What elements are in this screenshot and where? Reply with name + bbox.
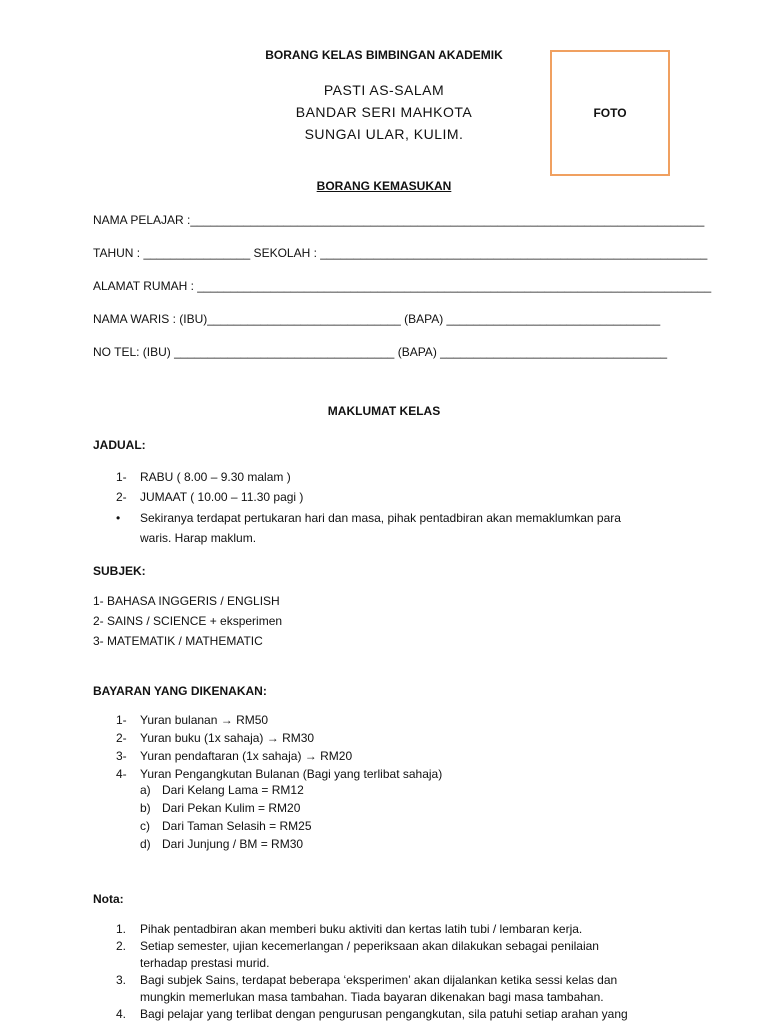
field-guardian-name[interactable]: NAMA WARIS : (IBU)_____________________________ (BAPA) ________________________________ [93, 312, 661, 326]
list-text: RABU ( 8.00 – 9.30 malam ) [140, 470, 291, 484]
field-student-name[interactable]: NAMA PELAJAR :_____________________________________________________________________________ [93, 213, 705, 227]
photo-label: FOTO [593, 106, 627, 120]
list-letter: b) [140, 801, 151, 815]
address-line-2: BANDAR SERI MAHKOTA [295, 104, 473, 120]
photo-box [550, 50, 670, 176]
list-number: 4- [116, 767, 127, 781]
field-year-school[interactable]: TAHUN : ________________ SEKOLAH : __________________________________________________________ [93, 246, 708, 260]
list-text: Yuran bulanan → RM50 [140, 713, 269, 727]
note-line: terhadap prestasi murid. [140, 956, 270, 970]
note-number: 3. [116, 973, 127, 987]
list-number: 3- [116, 749, 127, 763]
subject-item: 1- BAHASA INGGERIS / ENGLISH [93, 594, 280, 608]
subject-item: 2- SAINS / SCIENCE + eksperimen [93, 614, 283, 628]
note-number: 1. [116, 922, 127, 936]
form-heading: BORANG KEMASUKAN [316, 179, 452, 193]
fee-item [116, 749, 352, 763]
transport-item [140, 783, 304, 797]
address-line-3: SUNGAI ULAR, KULIM. [304, 126, 464, 142]
note-number: 4. [116, 1007, 127, 1021]
list-letter: d) [140, 837, 151, 851]
list-letter: a) [140, 783, 151, 797]
list-text: Dari Pekan Kulim = RM20 [162, 801, 301, 815]
list-text: Yuran Pengangkutan Bulanan (Bagi yang terlibat sahaja) [140, 767, 443, 781]
transport-item [140, 819, 312, 833]
list-number: 1- [116, 713, 127, 727]
list-text: Dari Taman Selasih = RM25 [162, 819, 312, 833]
schedule-item [116, 490, 303, 504]
list-number: 2- [116, 731, 127, 745]
fees-heading: BAYARAN YANG DIKENAKAN: [93, 684, 267, 698]
list-text: Yuran pendaftaran (1x sahaja) → RM20 [140, 749, 353, 763]
fee-item [116, 731, 314, 745]
address-line-1: PASTI AS-SALAM [323, 82, 445, 98]
schedule-heading: JADUAL: [93, 438, 146, 452]
note-line: Bagi pelajar yang terlibat dengan pengurusan pengangkutan, sila patuhi setiap arahan yang [140, 1007, 628, 1021]
transport-item [140, 837, 303, 851]
info-heading: MAKLUMAT KELAS [327, 404, 441, 418]
list-number: 2- [116, 490, 127, 504]
transport-item [140, 801, 300, 815]
list-text: Dari Junjung / BM = RM30 [162, 837, 304, 851]
schedule-item [116, 470, 291, 484]
list-number: 1- [116, 470, 127, 484]
note-line: Setiap semester, ujian kecemerlangan / peperiksaan akan dilakukan sebagai penilaian [140, 939, 599, 953]
note-number: 2. [116, 939, 127, 953]
list-text: Dari Kelang Lama = RM12 [162, 783, 304, 797]
schedule-note-bullet: • [116, 511, 121, 525]
schedule-note-line-2: waris. Harap maklum. [140, 531, 257, 545]
list-letter: c) [140, 819, 150, 833]
document-title: BORANG KELAS BIMBINGAN AKADEMIK [265, 48, 503, 62]
subjects-heading: SUBJEK: [93, 564, 146, 578]
note-line: Pihak pentadbiran akan memberi buku aktiviti dan kertas latih tubi / lembaran kerja. [140, 922, 583, 936]
notes-heading: Nota: [93, 892, 124, 906]
list-text: JUMAAT ( 10.00 – 11.30 pagi ) [140, 490, 304, 504]
field-home-address[interactable]: ALAMAT RUMAH : _____________________________________________________________________________ [93, 279, 712, 293]
field-phone[interactable]: NO TEL: (IBU) _________________________________ (BAPA) __________________________________ [93, 345, 668, 359]
schedule-note-line-1: Sekiranya terdapat pertukaran hari dan masa, pihak pentadbiran akan memaklumkan para [140, 511, 621, 525]
subject-item: 3- MATEMATIK / MATHEMATIC [93, 634, 263, 648]
fee-item [116, 767, 442, 781]
note-line: mungkin memerlukan masa tambahan. Tiada bayaran dikenakan bagi masa tambahan. [140, 990, 604, 1004]
list-text: Yuran buku (1x sahaja) → RM30 [140, 731, 315, 745]
fee-item [116, 713, 268, 727]
note-line: Bagi subjek Sains, terdapat beberapa ‘eksperimen’ akan dijalankan ketika sessi kelas dan [140, 973, 618, 987]
